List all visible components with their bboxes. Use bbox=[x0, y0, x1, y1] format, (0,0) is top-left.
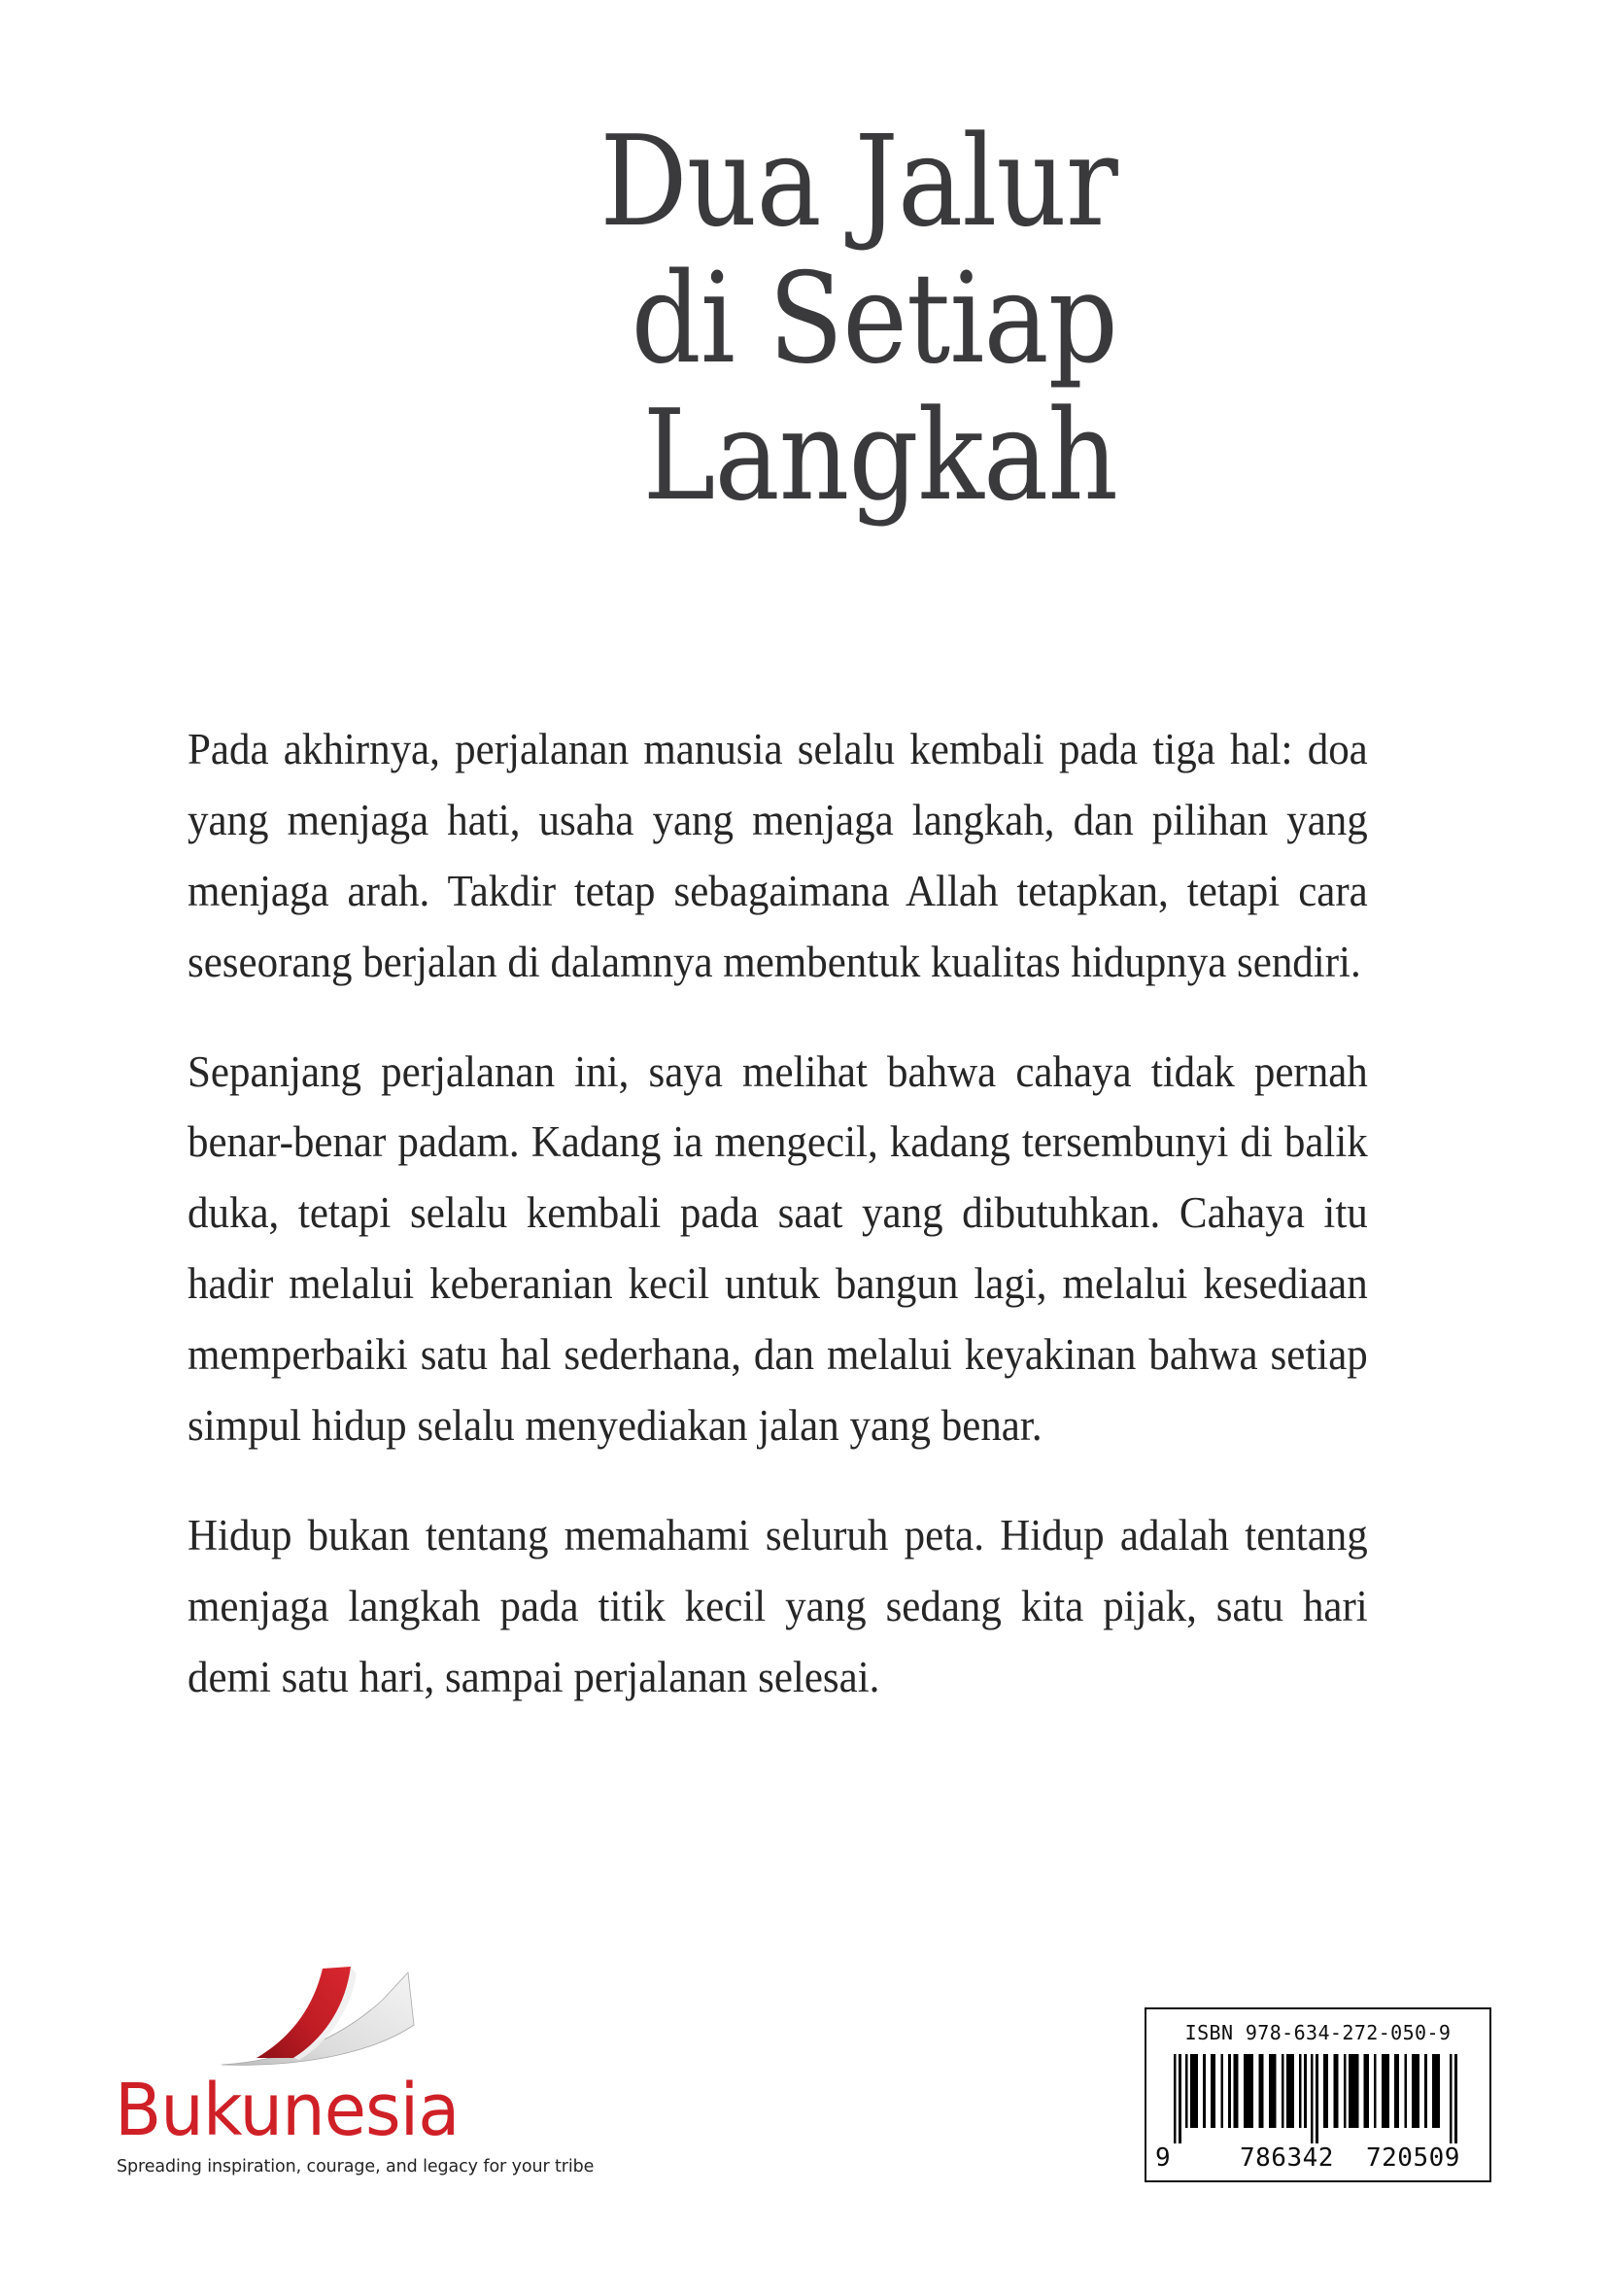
publisher-logo bbox=[115, 1965, 595, 2198]
ean-lead-digit: 9 bbox=[1155, 2143, 1172, 2173]
title-line-1: Dua Jalur bbox=[599, 110, 1117, 255]
ean-right-group: 720509 bbox=[1366, 2143, 1460, 2173]
isbn-barcode bbox=[1145, 2007, 1491, 2182]
blurb-paragraph-1: Pada akhirnya, perjalanan manusia selalu kembali pada tiga hal: doa yang menjaga hati, usaha yang menjaga langkah, dan pilihan yang menjaga arah. Takdir tetap sebagaimana Allah tetapkan, tetapi cara seseorang berjalan di dalamnya membentuk kualitas hidupnya sendiri. bbox=[188, 725, 1368, 986]
isbn-number-label: ISBN 978-634-272-050-9 bbox=[1184, 2021, 1452, 2044]
ean-digits bbox=[1146, 2140, 1489, 2173]
publisher-name: Bukunesia bbox=[115, 2069, 460, 2152]
back-cover-blurb bbox=[188, 714, 1423, 1713]
blurb-paragraph-3: Hidup bukan tentang memahami seluruh peta. Hidup adalah tentang menjaga langkah pada titik kecil yang sedang kita pijak, satu hari demi satu hari, sampai perjalanan selesai. bbox=[188, 1510, 1368, 1701]
barcode-bars-icon bbox=[1174, 2054, 1470, 2143]
blurb-paragraph-2: Sepanjang perjalanan ini, saya melihat bahwa cahaya tidak pernah benar-benar padam. Kadang ia mengecil, kadang tersembunyi di balik duka, tetapi selalu kembali pada saat yang dibutuhkan. Cahaya itu hadir melalui keberanian kecil untuk bangun lagi, melalui kesediaan memperbaiki satu hal sederhana, dan melalui keyakinan bahwa setiap simpul hidup selalu menyediakan jalan yang benar. bbox=[188, 1046, 1368, 1451]
page-flip-mark-icon bbox=[192, 1965, 426, 2081]
book-title bbox=[194, 110, 1117, 529]
publisher-tagline: Spreading inspiration, courage, and legacy for your tribe bbox=[117, 2157, 595, 2176]
title-line-3: Langkah bbox=[642, 383, 1117, 529]
title-line-2: di Setiap bbox=[631, 246, 1117, 392]
ean-left-group: 786342 bbox=[1240, 2143, 1334, 2173]
